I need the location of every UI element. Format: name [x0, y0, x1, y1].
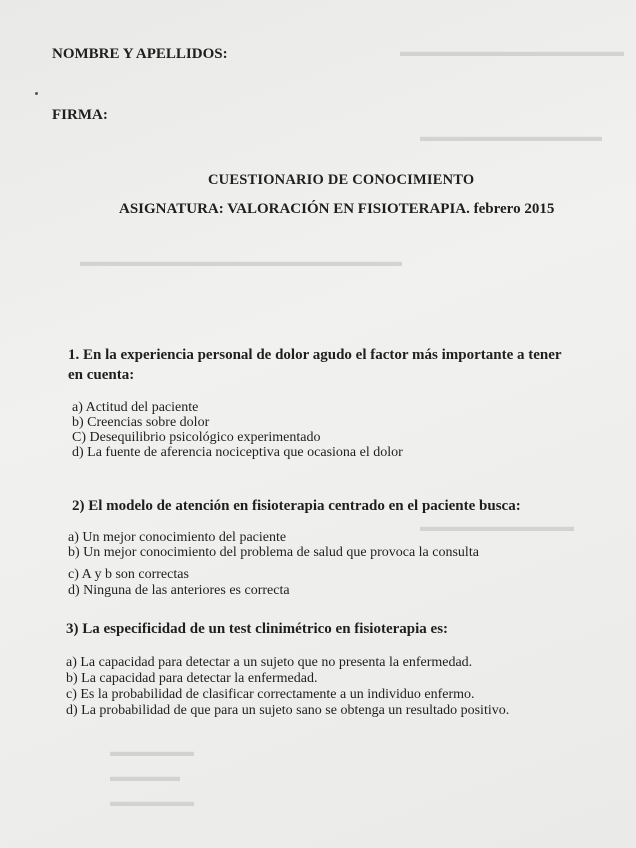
- question-2-text: 2) El modelo de atención en fisioterapia centrado en el paciente busca:: [72, 498, 521, 514]
- question-2-option-c: c) A y b son correctas: [68, 567, 189, 582]
- question-1-text: 1. En la experiencia personal de dolor agudo el factor más importante a tener: [68, 347, 562, 363]
- bleed-through-text: ▬▬▬▬▬▬▬▬▬▬▬▬▬▬▬▬▬▬▬▬▬▬▬: [80, 255, 402, 270]
- bleed-through-text: ▬▬▬▬▬▬: [110, 745, 194, 760]
- question-1-option-d: d) La fuente de aferencia nociceptiva que ocasiona el dolor: [72, 445, 403, 460]
- question-3-option-d: d) La probabilidad de que para un sujeto sano se obtenga un resultado positivo.: [66, 703, 510, 718]
- question-1-text-cont: en cuenta:: [68, 367, 135, 383]
- question-3-option-c: c) Es la probabilidad de clasificar correctamente a un individuo enfermo.: [66, 687, 475, 702]
- question-2-option-d: d) Ninguna de las anteriores es correcta: [68, 583, 290, 598]
- bleed-through-text: ▬▬▬▬▬▬▬▬▬▬▬▬▬: [420, 130, 602, 145]
- question-2-option-b: b) Un mejor conocimiento del problema de salud que provoca la consulta: [68, 545, 479, 560]
- document-title: CUESTIONARIO DE CONOCIMIENTO: [208, 172, 475, 188]
- question-1-option-c: C) Desequilibrio psicológico experimentado: [72, 430, 321, 445]
- bleed-through-text: ▬▬▬▬▬: [110, 770, 180, 785]
- subject-title: ASIGNATURA: VALORACIÓN EN FISIOTERAPIA. febrero 2015: [119, 201, 555, 217]
- question-2-option-a: a) Un mejor conocimiento del paciente: [68, 530, 287, 545]
- bleed-through-text: ▬▬▬▬▬▬: [110, 795, 194, 810]
- question-1-option-a: a) Actitud del paciente: [72, 400, 199, 415]
- question-1-option-b: b) Creencias sobre dolor: [72, 415, 210, 430]
- question-3-text: 3) La especificidad de un test clinimétrico en fisioterapia es:: [66, 621, 449, 637]
- bleed-through-text: ▬▬▬▬▬▬▬▬▬▬▬: [420, 520, 574, 535]
- ink-dot: [35, 92, 38, 95]
- bleed-through-text: ▬▬▬▬▬▬▬▬▬▬▬▬▬▬▬▬: [400, 45, 624, 60]
- signature-label: FIRMA:: [52, 107, 108, 123]
- name-label: NOMBRE Y APELLIDOS:: [52, 46, 228, 62]
- question-3-option-b: b) La capacidad para detectar la enfermedad.: [66, 671, 318, 686]
- question-3-option-a: a) La capacidad para detectar a un sujeto que no presenta la enfermedad.: [66, 655, 473, 670]
